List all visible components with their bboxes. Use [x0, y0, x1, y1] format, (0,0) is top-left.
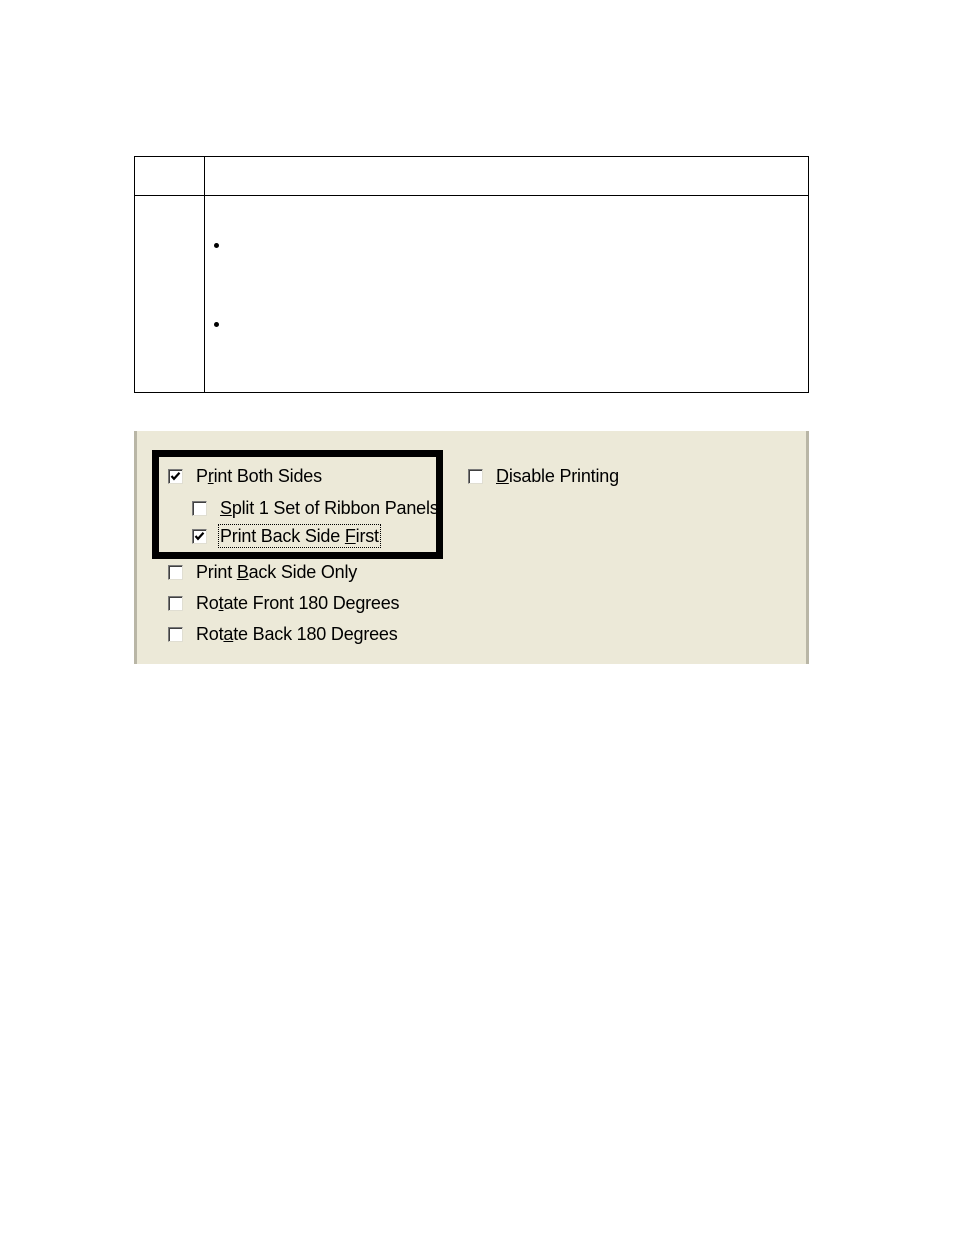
rotate-back-option[interactable]	[168, 623, 398, 645]
table-header-row	[135, 157, 809, 196]
rotate-back-checkbox[interactable]	[168, 627, 183, 642]
table-header-cell-2	[205, 157, 809, 196]
rotate-front-label: Rotate Front 180 Degrees	[196, 593, 400, 613]
disable-printing-label: Disable Printing	[496, 466, 619, 486]
bullet-icon	[214, 243, 219, 248]
rotate-front-option[interactable]	[168, 592, 399, 614]
print-both-sides-checkbox[interactable]	[168, 469, 183, 484]
rotate-back-label: Rotate Back 180 Degrees	[196, 624, 398, 644]
disable-printing-option[interactable]	[468, 465, 619, 487]
split-ribbon-option[interactable]	[192, 497, 439, 519]
print-back-first-label: Print Back Side First	[220, 526, 379, 546]
table-cell-2	[205, 196, 809, 393]
split-ribbon-label: Split 1 Set of Ribbon Panels	[220, 498, 439, 518]
print-back-first-option[interactable]	[192, 525, 380, 547]
checkmark-icon	[170, 471, 181, 482]
print-back-only-option[interactable]	[168, 561, 357, 583]
disable-printing-checkbox[interactable]	[468, 469, 483, 484]
print-back-first-checkbox[interactable]	[192, 529, 207, 544]
rotate-front-checkbox[interactable]	[168, 596, 183, 611]
print-both-sides-label: Print Both Sides	[196, 466, 322, 486]
document-table	[134, 156, 809, 393]
print-back-only-label: Print Back Side Only	[196, 562, 358, 582]
print-back-only-checkbox[interactable]	[168, 565, 183, 580]
bullet-icon	[214, 322, 219, 327]
print-both-sides-option[interactable]	[168, 465, 322, 487]
table-row	[135, 196, 809, 393]
checkmark-icon	[194, 531, 205, 542]
table-header-cell-1	[135, 157, 205, 196]
split-ribbon-checkbox[interactable]	[192, 501, 207, 516]
table-cell-1	[135, 196, 205, 393]
